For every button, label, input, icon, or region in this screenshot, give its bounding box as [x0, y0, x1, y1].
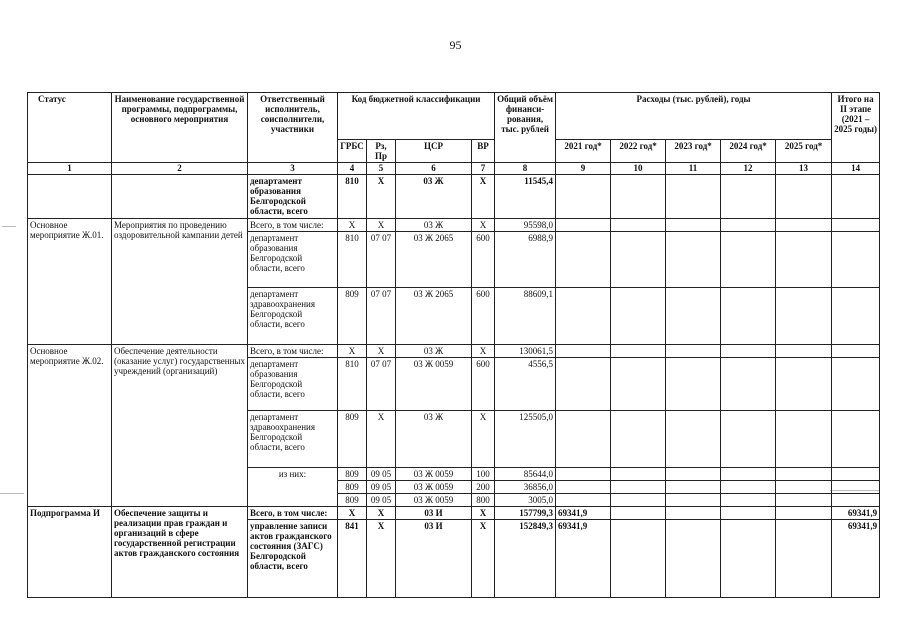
vr-cell: Х: [472, 345, 495, 358]
header-rz: Рз, Пр: [367, 140, 396, 163]
scan-mark: [0, 493, 24, 494]
status-cell: Подпрограмма И: [28, 507, 112, 598]
rz-cell: 07 07: [367, 288, 396, 345]
itogo-cell: 69341,9: [832, 507, 880, 520]
grbs-cell: Х: [338, 507, 367, 520]
column-number: 10: [611, 163, 666, 175]
grbs-cell: 841: [338, 520, 367, 598]
csr-cell: 03 Ж 2065: [396, 288, 472, 345]
scan-mark: [2, 226, 16, 227]
total-cell: 157799,3: [495, 507, 556, 520]
rz-cell: Х: [367, 175, 396, 219]
vr-cell: 600: [472, 288, 495, 345]
table-row: [28, 507, 880, 520]
grbs-cell: 809: [338, 481, 367, 494]
header-2024: 2024 год*: [721, 140, 776, 163]
header-grbs: ГРБС: [338, 140, 367, 163]
csr-cell: 03 И: [396, 507, 472, 520]
total-cell: 152849,3: [495, 520, 556, 598]
column-number: 7: [472, 163, 495, 175]
vr-cell: 600: [472, 358, 495, 411]
name-cell: Мероприятия по проведению оздоровительной кампании детей: [112, 219, 248, 345]
responsible-cell: департамент образования Белгородской области, всего: [248, 232, 338, 288]
vr-cell: 800: [472, 494, 495, 507]
vr-cell: 600: [472, 232, 495, 288]
responsible-cell: Всего, в том числе:: [248, 507, 338, 520]
column-number: 13: [776, 163, 832, 175]
rz-cell: Х: [367, 219, 396, 232]
name-cell: Обеспечение защиты и реализации прав граждан и организаций в сфере государственной регистрации актов гражданского состояния: [112, 507, 248, 598]
grbs-cell: 809: [338, 494, 367, 507]
vr-cell: Х: [472, 520, 495, 598]
total-cell: 6988,9: [495, 232, 556, 288]
header-2022: 2022 год*: [611, 140, 666, 163]
responsible-cell: департамент образования Белгородской области, всего: [248, 175, 338, 219]
total-cell: 3005,0: [495, 494, 556, 507]
column-number: 2: [112, 163, 248, 175]
total-cell: 88609,1: [495, 288, 556, 345]
vr-cell: Х: [472, 219, 495, 232]
total-cell: 4556,5: [495, 358, 556, 411]
grbs-cell: 810: [338, 175, 367, 219]
rz-cell: Х: [367, 520, 396, 598]
rz-cell: Х: [367, 411, 396, 468]
vr-cell: Х: [472, 175, 495, 219]
page-number: 95: [449, 38, 462, 52]
rz-cell: Х: [367, 507, 396, 520]
grbs-cell: 809: [338, 288, 367, 345]
csr-cell: 03 И: [396, 520, 472, 598]
header-name: Наименование государственной программы, подпрограммы, основного мероприятия: [112, 93, 248, 163]
csr-cell: 03 Ж: [396, 411, 472, 468]
csr-cell: 03 Ж: [396, 175, 472, 219]
column-number: 9: [556, 163, 611, 175]
table-row: [28, 175, 880, 219]
csr-cell: 03 Ж 2065: [396, 232, 472, 288]
header-itogo: Итого на II этапе (2021 – 2025 годы): [832, 93, 880, 163]
header-total: Общий объём финанси-рования, тыс. рублей: [495, 93, 556, 163]
total-cell: 95598,0: [495, 219, 556, 232]
vr-cell: Х: [472, 507, 495, 520]
status-cell: [28, 175, 112, 219]
csr-cell: 03 Ж: [396, 345, 472, 358]
table-row: [28, 345, 880, 358]
grbs-cell: 810: [338, 358, 367, 411]
column-number: 1: [28, 163, 112, 175]
csr-cell: 03 Ж 0059: [396, 468, 472, 481]
rz-cell: 07 07: [367, 232, 396, 288]
table-row: [28, 219, 880, 232]
vr-cell: 200: [472, 481, 495, 494]
total-cell: 11545,4: [495, 175, 556, 219]
total-cell: 130061,5: [495, 345, 556, 358]
column-number: 11: [666, 163, 721, 175]
header-2025: 2025 год*: [776, 140, 832, 163]
itogo-cell: 69341,9: [832, 520, 880, 598]
column-number: 14: [832, 163, 880, 175]
name-cell: [112, 175, 248, 219]
grbs-cell: 810: [338, 232, 367, 288]
column-number: 5: [367, 163, 396, 175]
csr-cell: 03 Ж 0059: [396, 481, 472, 494]
responsible-cell: департамент здравоохранения Белгородской области, всего: [248, 288, 338, 345]
y2021-cell: 69341,9: [556, 507, 611, 520]
responsible-cell: департамент образования Белгородской области, всего: [248, 358, 338, 411]
rz-cell: 09 05: [367, 468, 396, 481]
total-cell: 85644,0: [495, 468, 556, 481]
rz-cell: 07 07: [367, 358, 396, 411]
header-2021: 2021 год*: [556, 140, 611, 163]
y2021-cell: 69341,9: [556, 520, 611, 598]
grbs-cell: Х: [338, 219, 367, 232]
column-number-row: [28, 163, 880, 175]
header-csr: ЦСР: [396, 140, 472, 163]
column-number: 3: [248, 163, 338, 175]
vr-cell: Х: [472, 411, 495, 468]
grbs-cell: 809: [338, 468, 367, 481]
grbs-cell: Х: [338, 345, 367, 358]
column-number: 12: [721, 163, 776, 175]
column-number: 4: [338, 163, 367, 175]
name-cell: Обеспечение деятельности (оказание услуг) государственных учреждений (организаций): [112, 345, 248, 507]
csr-cell: 03 Ж 0059: [396, 494, 472, 507]
budget-table: [27, 92, 880, 598]
header-responsible: Ответственный исполнитель, соисполнители, участники: [248, 93, 338, 163]
rz-cell: 09 05: [367, 494, 396, 507]
header-vr: ВР: [472, 140, 495, 163]
header-budget-code: Код бюджетной классификации: [338, 93, 495, 140]
header-expenses: Расходы (тыс. рублей), годы: [556, 93, 832, 140]
vr-cell: 100: [472, 468, 495, 481]
column-number: 8: [495, 163, 556, 175]
rz-cell: 09 05: [367, 481, 396, 494]
total-cell: 36856,0: [495, 481, 556, 494]
grbs-cell: 809: [338, 411, 367, 468]
status-cell: Основное мероприятие Ж.02.: [28, 345, 112, 507]
status-cell: Основное мероприятие Ж.01.: [28, 219, 112, 345]
responsible-cell: управление записи актов гражданского состояния (ЗАГС) Белгородской области, всего: [248, 520, 338, 598]
header-2023: 2023 год*: [666, 140, 721, 163]
column-number: 6: [396, 163, 472, 175]
csr-cell: 03 Ж 0059: [396, 358, 472, 411]
total-cell: 125505,0: [495, 411, 556, 468]
responsible-cell: департамент здравоохранения Белгородской области, всего: [248, 411, 338, 468]
responsible-cell: из них:: [248, 468, 338, 507]
rz-cell: Х: [367, 345, 396, 358]
responsible-cell: Всего, в том числе:: [248, 219, 338, 232]
responsible-cell: Всего, в том числе:: [248, 345, 338, 358]
header-status: Статус: [28, 93, 112, 163]
csr-cell: 03 Ж: [396, 219, 472, 232]
